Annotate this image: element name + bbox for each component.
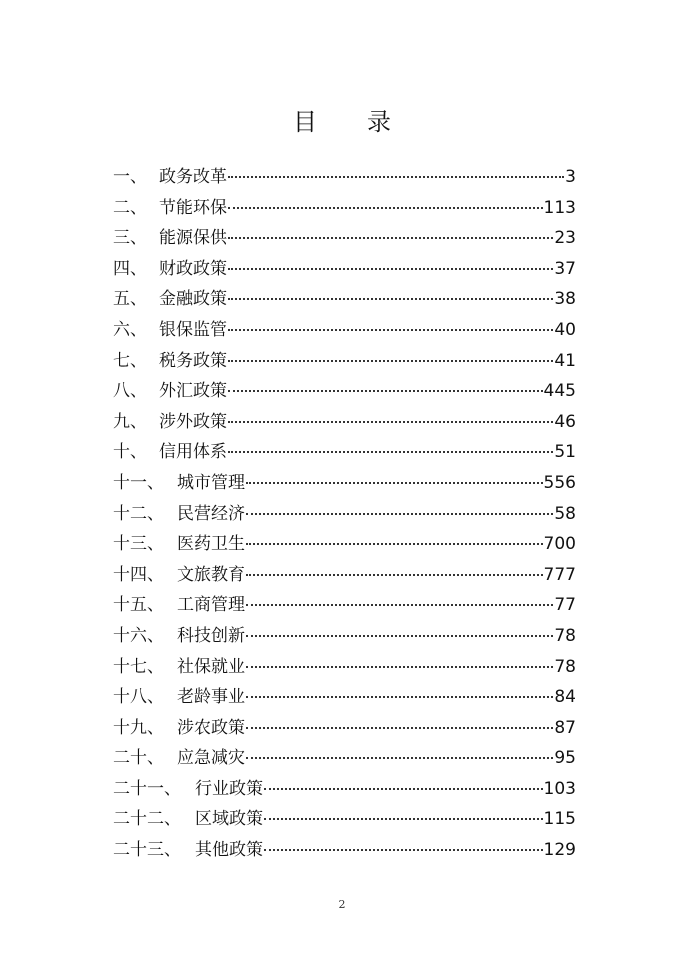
toc-entry-number: 十三、 (113, 534, 164, 555)
toc-entry-label: 金融政策 (159, 289, 227, 310)
toc-dot-leader (228, 360, 553, 362)
toc-entry-number: 十、 (113, 442, 147, 463)
toc-entry-page-number: 40 (554, 319, 576, 340)
toc-entry-number: 二、 (113, 197, 147, 218)
toc-entry-page-number: 3 (565, 167, 576, 187)
toc-entry-page-number: 23 (554, 228, 576, 249)
toc-entry-page-number: 77 (554, 595, 576, 616)
toc-entry-label: 节能环保 (159, 197, 227, 218)
toc-entry-number: 二十、 (113, 748, 164, 769)
toc-dot-leader (228, 176, 564, 178)
toc-entry-number: 一、 (113, 167, 147, 187)
toc-entry-label: 城市管理 (177, 472, 245, 493)
toc-dot-leader (228, 268, 553, 270)
toc-entry[interactable] (113, 284, 576, 315)
toc-entry-page-number: 445 (543, 381, 576, 402)
toc-entry-label: 税务政策 (159, 350, 227, 371)
toc-entry-page-number: 95 (554, 748, 576, 769)
toc-entry[interactable] (113, 468, 576, 499)
toc-entry-number: 七、 (113, 350, 147, 371)
toc-entry[interactable] (113, 804, 576, 835)
toc-entry-page-number: 777 (543, 564, 576, 585)
toc-entry-label: 社保就业 (177, 656, 245, 677)
toc-title-part2: 录 (367, 108, 391, 136)
toc-entry-number: 十六、 (113, 625, 164, 646)
toc-dot-leader (246, 666, 553, 668)
toc-dot-leader (228, 298, 553, 300)
toc-entry-page-number: 58 (554, 503, 576, 524)
toc-dot-leader (228, 390, 543, 392)
toc-entry-number: 十四、 (113, 564, 164, 585)
toc-dot-leader (228, 421, 553, 423)
toc-dot-leader (246, 513, 553, 515)
toc-entry[interactable] (113, 590, 576, 621)
toc-entry-label: 财政政策 (159, 258, 227, 279)
toc-entry-page-number: 115 (543, 809, 576, 830)
toc-entry[interactable] (113, 652, 576, 683)
toc-entry-number: 八、 (113, 381, 147, 402)
toc-entry[interactable] (113, 437, 576, 468)
toc-entry-page-number: 87 (554, 717, 576, 738)
toc-entry[interactable] (113, 713, 576, 744)
toc-entry-page-number: 51 (554, 442, 576, 463)
toc-dot-leader (246, 604, 553, 606)
toc-entry[interactable] (113, 835, 576, 866)
toc-entry-label: 政务改革 (159, 167, 227, 187)
toc-entry-label: 医药卫生 (177, 534, 245, 555)
toc-entry-label: 工商管理 (177, 595, 245, 616)
toc-entry-page-number: 46 (554, 411, 576, 432)
toc-entry-number: 十五、 (113, 595, 164, 616)
toc-dot-leader (264, 788, 543, 790)
toc-entry-number: 十八、 (113, 687, 164, 708)
toc-dot-leader (246, 574, 543, 576)
toc-dot-leader (228, 329, 553, 331)
toc-dot-leader (246, 635, 553, 637)
toc-entry-label: 老龄事业 (177, 687, 245, 708)
toc-entry-number: 十七、 (113, 656, 164, 677)
toc-dot-leader (228, 207, 543, 209)
toc-entry-number: 二十二、 (113, 809, 181, 830)
toc-entry[interactable] (113, 682, 576, 713)
toc-entry[interactable] (113, 162, 576, 193)
toc-entry-number: 五、 (113, 289, 147, 310)
toc-entry[interactable] (113, 193, 576, 224)
toc-entry-number: 十一、 (113, 472, 164, 493)
toc-entry-page-number: 103 (543, 778, 576, 799)
toc-entry-label: 信用体系 (159, 442, 227, 463)
toc-entry-number: 六、 (113, 319, 147, 340)
toc-entry-page-number: 78 (554, 656, 576, 677)
toc-entry-label: 能源保供 (159, 228, 227, 249)
toc-entry-label: 外汇政策 (159, 381, 227, 402)
toc-entry[interactable] (113, 621, 576, 652)
toc-entry-label: 涉农政策 (177, 717, 245, 738)
toc-entry-number: 二十一、 (113, 778, 181, 799)
toc-entry-number: 九、 (113, 411, 147, 432)
toc-entry-label: 应急减灾 (177, 748, 245, 769)
toc-entry-page-number: 38 (554, 289, 576, 310)
toc-dot-leader (228, 237, 553, 239)
toc-dot-leader (246, 696, 553, 698)
toc-entry-label: 文旅教育 (177, 564, 245, 585)
toc-entry-page-number: 129 (543, 840, 576, 861)
toc-entry-page-number: 113 (543, 197, 576, 218)
page-number: 2 (338, 898, 346, 911)
toc-entry-page-number: 84 (554, 687, 576, 708)
toc-entry-page-number: 700 (543, 534, 576, 555)
toc-entry-page-number: 556 (543, 472, 576, 493)
toc-entry-page-number: 78 (554, 625, 576, 646)
toc-dot-leader (264, 849, 543, 851)
toc-entry-label: 其他政策 (195, 840, 263, 861)
toc-dot-leader (228, 451, 553, 453)
toc-entry-page-number: 37 (554, 258, 576, 279)
toc-entry[interactable] (113, 407, 576, 438)
toc-dot-leader (246, 482, 543, 484)
toc-entry-label: 涉外政策 (159, 411, 227, 432)
toc-entry-number: 四、 (113, 258, 147, 279)
toc-dot-leader (246, 727, 553, 729)
toc-entry-label: 科技创新 (177, 625, 245, 646)
toc-entry[interactable] (113, 315, 576, 346)
toc-entry[interactable] (113, 529, 576, 560)
toc-entry-number: 二十三、 (113, 840, 181, 861)
toc-title-part1: 目 (293, 108, 317, 136)
toc-title (0, 106, 684, 138)
toc-entry[interactable] (113, 254, 576, 285)
toc-entry[interactable] (113, 223, 576, 254)
toc-entry[interactable] (113, 560, 576, 591)
toc-entry[interactable] (113, 376, 576, 407)
toc-entry-label: 行业政策 (195, 778, 263, 799)
toc-entry-label: 银保监管 (159, 319, 227, 340)
toc-entry-label: 民营经济 (177, 503, 245, 524)
toc-entry[interactable] (113, 499, 576, 530)
toc-entry[interactable] (113, 346, 576, 377)
table-of-contents (113, 162, 576, 866)
toc-dot-leader (264, 818, 543, 820)
toc-entry[interactable] (113, 743, 576, 774)
toc-entry-number: 三、 (113, 228, 147, 249)
toc-entry-label: 区域政策 (195, 809, 263, 830)
toc-dot-leader (246, 543, 543, 545)
toc-entry-page-number: 41 (554, 350, 576, 371)
toc-dot-leader (246, 757, 553, 759)
toc-entry[interactable] (113, 774, 576, 805)
toc-entry-number: 十二、 (113, 503, 164, 524)
toc-entry-number: 十九、 (113, 717, 164, 738)
